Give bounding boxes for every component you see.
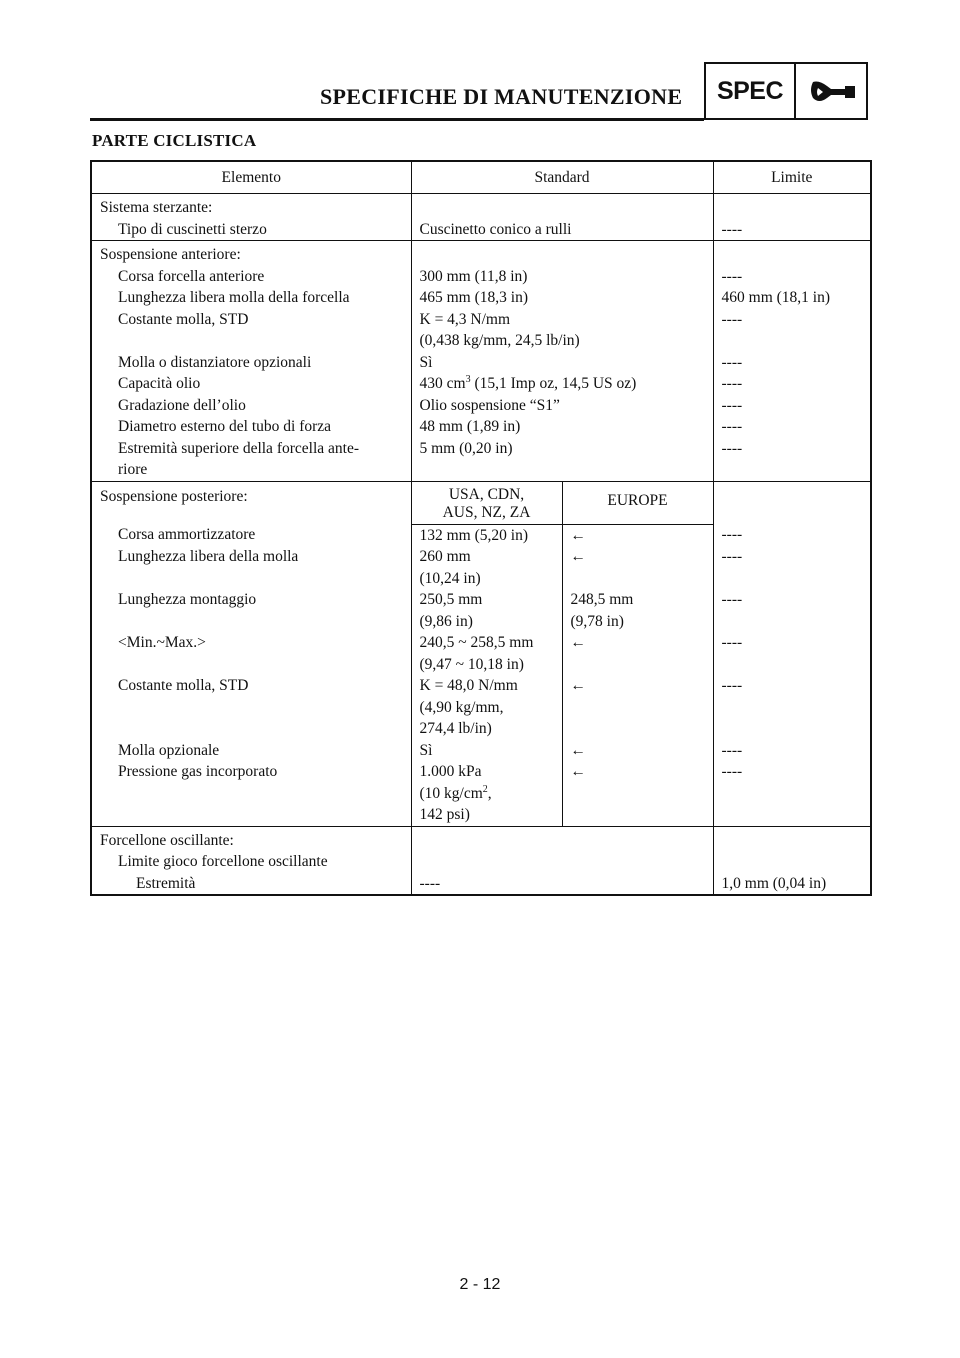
row-standard: 300 mm (11,8 in) [411,266,713,288]
row-limit: ---- [713,395,871,417]
row-item: Lunghezza libera molla della forcella [91,287,411,309]
group-row-front-suspension [91,241,871,266]
table-row [91,761,871,826]
row-value-b: ← [562,740,713,762]
table-row [91,266,871,288]
row-value-b: ← [562,675,713,740]
row-item: Tipo di cuscinetti sterzo [91,219,411,241]
row-limit: 1,0 mm (0,04 in) [713,873,871,896]
row-value-line: (10,24 in) [419,569,481,587]
table-row [91,873,871,896]
row-value-line: (9,47 ~ 10,18 in) [419,655,524,673]
row-standard-part: 430 cm [419,375,466,392]
row-item: Gradazione dell’olio [91,395,411,417]
row-item-line: riore [118,461,148,478]
row-item [91,438,411,482]
group-row-rear-suspension [91,481,871,524]
table-row [91,740,871,762]
region-header-a [411,481,562,524]
row-item: Lunghezza libera della molla [91,546,411,589]
region-a-line: USA, CDN, [448,485,525,503]
row-value-a [411,675,562,740]
chassis-spec-table [90,160,872,896]
table-row [91,219,871,241]
row-value-b: ← [562,546,713,589]
row-item: Estremità [91,873,411,896]
group-label: Sospensione anteriore: [91,241,411,266]
row-limit: ---- [713,373,871,395]
row-standard: ---- [411,873,713,896]
spec-badge [704,62,868,120]
table-row [91,675,871,740]
row-value-line: 240,5 ~ 258,5 mm [419,634,534,651]
table-row [91,395,871,417]
row-item: <Min.~Max.> [91,632,411,675]
row-value-line: 248,5 mm [570,591,634,608]
row-value-line: 274,4 lb/in) [419,720,492,737]
row-item: Lunghezza montaggio [91,589,411,632]
row-item: Capacità olio [91,373,411,395]
row-limit: ---- [713,546,871,589]
table-header-row [91,161,871,194]
subgroup-row [91,851,871,873]
row-limit: ---- [713,219,871,241]
row-value-line: (9,86 in) [419,612,473,630]
superscript: 2 [482,783,488,795]
row-value-line: 250,5 mm [419,591,483,608]
row-standard: 465 mm (18,3 in) [411,287,713,309]
row-value-a: 132 mm (5,20 in) [411,524,562,546]
table-row [91,287,871,309]
table-row [91,373,871,395]
row-item: Molla opzionale [91,740,411,762]
row-item-line: Estremità superiore della forcella ante- [118,439,359,457]
table-row [91,352,871,374]
row-value-line: 1.000 kPa [419,763,482,780]
group-label: Sospensione posteriore: [91,481,411,524]
row-limit: ---- [713,761,871,826]
row-standard: 5 mm (0,20 in) [411,438,713,482]
row-item: Costante molla, STD [91,675,411,740]
row-item: Corsa forcella anteriore [91,266,411,288]
superscript: 3 [465,373,471,385]
row-value-line: (9,78 in) [570,612,624,630]
group-row-steering [91,194,871,219]
group-label: Forcellone oscillante: [91,826,411,851]
row-limit: ---- [713,675,871,740]
col-header-standard: Standard [411,161,713,194]
table-row [91,589,871,632]
row-value-a [411,589,562,632]
group-row-swingarm [91,826,871,851]
region-a-line: AUS, NZ, ZA [442,503,531,521]
row-item: Molla o distanziatore opzionali [91,352,411,374]
row-value-part: , [487,784,492,802]
row-standard: Cuscinetto conico a rulli [411,219,713,241]
row-value-a: Sì [411,740,562,762]
row-value-b: ← [562,761,713,826]
row-item: Diametro esterno del tubo di forza [91,416,411,438]
row-value-a [411,632,562,675]
header-rule [90,118,704,121]
row-value-a [411,761,562,826]
row-limit: ---- [713,352,871,374]
row-limit: ---- [713,416,871,438]
row-standard: 48 mm (1,89 in) [411,416,713,438]
page-number: 2 - 12 [459,1276,501,1293]
section-title: PARTE CICLISTICA [92,131,257,150]
row-item: Costante molla, STD [91,309,411,352]
row-standard-part: (15,1 Imp oz, 14,5 US oz) [470,375,637,392]
page-title: SPECIFICHE DI MANUTENZIONE [320,84,683,109]
table-row [91,416,871,438]
subgroup-label: Limite gioco forcellone oscillante [91,851,411,873]
row-standard [411,373,713,395]
row-standard [411,309,713,352]
row-item: Pressione gas incorporato [91,761,411,826]
row-value-a [411,546,562,589]
spec-label: SPEC [706,64,796,118]
row-standard-line: K = 4,3 N/mm [419,310,511,328]
row-value-line: 260 mm [419,548,471,565]
row-value-b: ← [562,632,713,675]
col-header-item: Elemento [91,161,411,194]
row-value-b: ← [562,524,713,546]
row-limit: ---- [713,589,871,632]
table-row [91,632,871,675]
table-row [91,546,871,589]
table-row [91,524,871,546]
row-limit: ---- [713,266,871,288]
spanner-icon [796,64,866,118]
row-value-line: 142 psi) [419,806,470,823]
row-value-line: (4,90 kg/mm, [419,698,504,716]
row-value-part: (10 kg/cm [419,784,483,802]
row-limit: ---- [713,438,871,482]
row-limit: ---- [713,740,871,762]
row-limit: 460 mm (18,1 in) [713,287,871,309]
table-row [91,438,871,482]
row-item: Corsa ammortizzatore [91,524,411,546]
row-standard-line: (0,438 kg/mm, 24,5 lb/in) [419,332,580,349]
row-value-b [562,589,713,632]
row-standard: Olio sospensione “S1” [411,395,713,417]
row-limit: ---- [713,632,871,675]
row-limit: ---- [713,309,871,352]
region-header-b: EUROPE [562,481,713,524]
row-value-line: K = 48,0 N/mm [419,677,518,694]
table-row [91,309,871,352]
row-limit: ---- [713,524,871,546]
col-header-limit: Limite [713,161,871,194]
row-standard: Sì [411,352,713,374]
group-label: Sistema sterzante: [91,194,411,219]
